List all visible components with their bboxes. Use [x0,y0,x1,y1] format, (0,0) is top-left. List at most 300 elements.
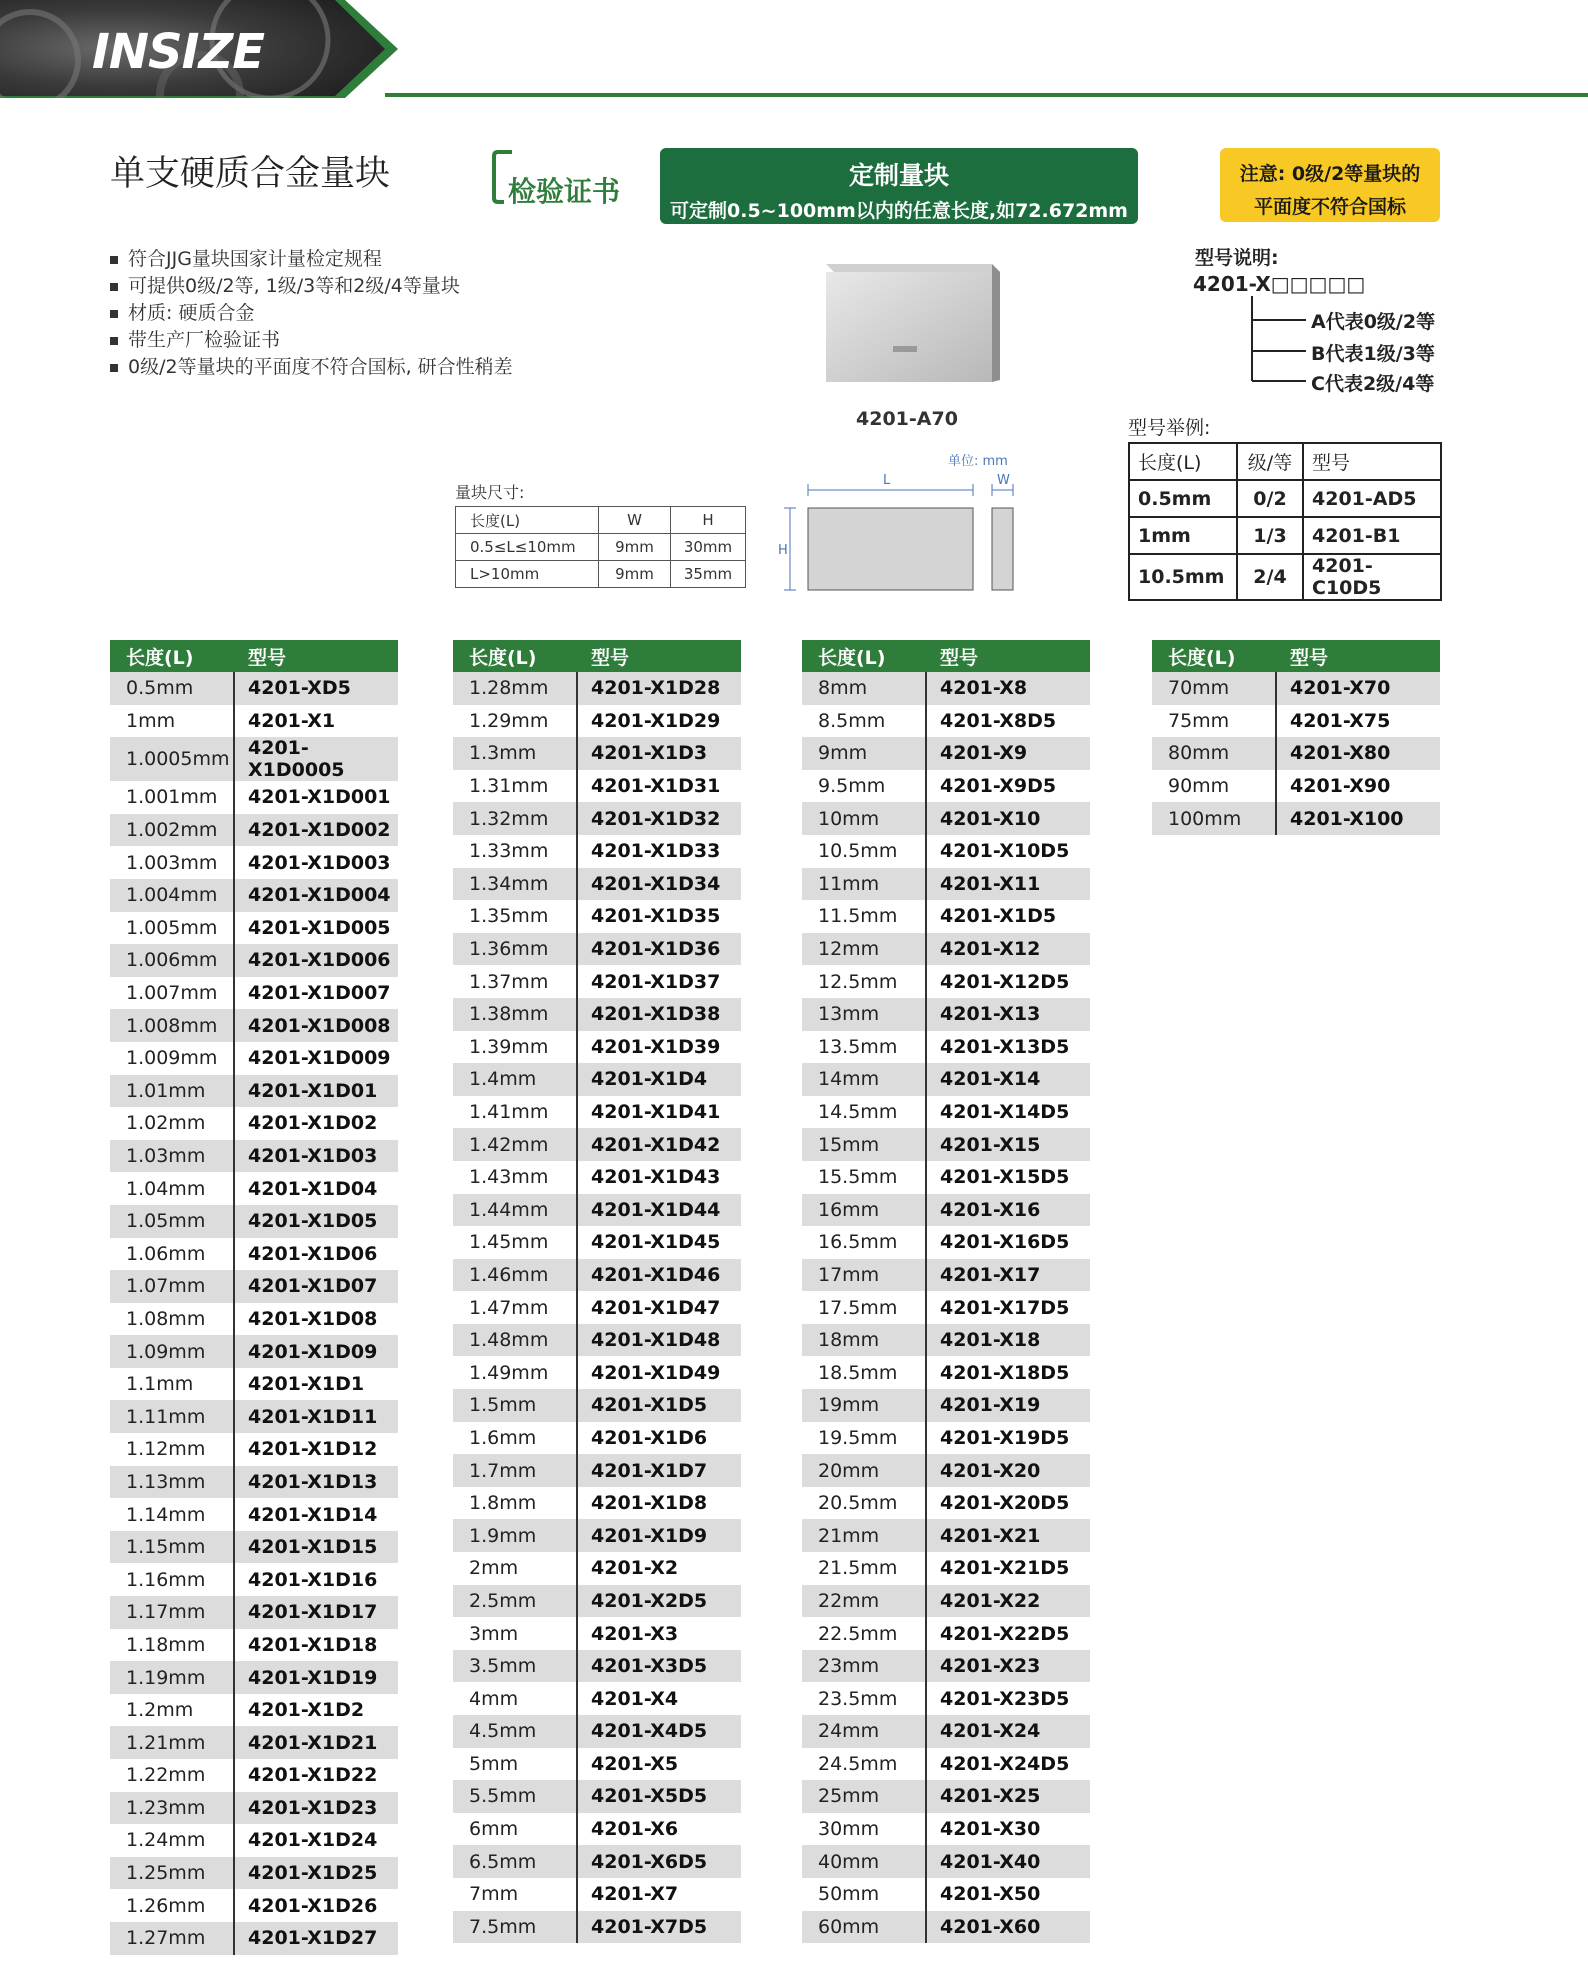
length-cell: 1.11mm [110,1400,234,1433]
table-row [456,534,746,561]
model-cell: 4201-X1D48 [577,1324,741,1357]
length-cell: 1.005mm [110,912,234,945]
length-cell: 19.5mm [802,1422,926,1455]
cell: 2/4 [1237,554,1303,600]
table-row [802,1780,1090,1813]
table-row [110,1140,398,1173]
length-cell: 1.17mm [110,1596,234,1629]
length-cell: 1.39mm [453,1031,577,1064]
length-cell: 1.03mm [110,1140,234,1173]
model-cell: 4201-X12 [926,933,1090,966]
table-row [110,1857,398,1890]
table-row [802,1585,1090,1618]
model-cell: 4201-X1D35 [577,900,741,933]
model-cell: 4201-X1D4 [577,1063,741,1096]
length-cell: 1.09mm [110,1335,234,1368]
model-cell: 4201-X1D002 [234,814,398,847]
table-row [453,737,741,770]
table-row [802,1389,1090,1422]
header-cell: 型号 [1276,640,1440,672]
length-cell: 1.34mm [453,868,577,901]
model-cell: 4201-X7 [577,1878,741,1911]
length-cell: 6.5mm [453,1845,577,1878]
model-cell: 4201-X20D5 [926,1487,1090,1520]
model-cell: 4201-XD5 [234,672,398,705]
length-cell: 12mm [802,933,926,966]
table-row [110,1172,398,1205]
table-row [802,835,1090,868]
table-row [453,1194,741,1227]
length-cell: 16.5mm [802,1226,926,1259]
model-cell: 4201-X17 [926,1259,1090,1292]
model-cell: 4201-X11 [926,868,1090,901]
table-header-row [802,640,1090,672]
flatness-note [1220,148,1440,222]
length-cell: 1.36mm [453,933,577,966]
model-cell: 4201-X1D009 [234,1042,398,1075]
note-line-2: 平面度不符合国标 [1253,196,1406,218]
length-cell: 11.5mm [802,900,926,933]
length-cell: 15mm [802,1128,926,1161]
model-cell: 4201-X1D27 [234,1922,398,1955]
cell: 9mm [599,561,671,588]
table-row [802,1878,1090,1911]
table-row [802,1715,1090,1748]
table-header-row [453,640,741,672]
spec-table-4 [1152,640,1440,835]
model-cell: 4201-X1D03 [234,1140,398,1173]
model-cell: 4201-X1D005 [234,912,398,945]
header-cell: 长度(L) [1152,640,1276,672]
table-row [453,1585,741,1618]
model-cell: 4201-X1D24 [234,1824,398,1857]
header-cell: 型号 [234,640,398,672]
length-cell: 1.006mm [110,944,234,977]
model-cell: 4201-X19D5 [926,1422,1090,1455]
table-row [110,1303,398,1336]
table-row [110,1531,398,1564]
spec-table-3 [802,640,1090,1943]
length-cell: 50mm [802,1878,926,1911]
length-cell: 1.28mm [453,672,577,705]
cell: 0.5≤L≤10mm [456,534,599,561]
table-row [453,1617,741,1650]
cell: 35mm [671,561,746,588]
model-cell: 4201-X1D44 [577,1194,741,1227]
length-cell: 2.5mm [453,1585,577,1618]
model-cell: 4201-X1D004 [234,879,398,912]
model-cell: 4201-X1D17 [234,1596,398,1629]
model-cell: 4201-X1D02 [234,1107,398,1140]
table-row [110,1759,398,1792]
model-cell: 4201-X4 [577,1682,741,1715]
unit-label: 单位: mm [948,454,1008,469]
bullet-icon [110,364,118,372]
length-cell: 1.21mm [110,1726,234,1759]
table-row [1129,480,1441,517]
length-cell: 1.01mm [110,1075,234,1108]
length-cell: 1.2mm [110,1694,234,1727]
model-cell: 4201-X18 [926,1324,1090,1357]
model-cell: 4201-X1D43 [577,1161,741,1194]
table-row [110,1433,398,1466]
model-cell: 4201-X1D22 [234,1759,398,1792]
length-cell: 24mm [802,1715,926,1748]
model-cell: 4201-X1D3 [577,737,741,770]
model-cell: 4201-X13 [926,998,1090,1031]
block-size-table [455,506,746,588]
length-cell: 21.5mm [802,1552,926,1585]
model-cell: 4201-X24D5 [926,1748,1090,1781]
length-cell: 20.5mm [802,1487,926,1520]
header-band [0,0,1588,98]
table-row [802,965,1090,998]
model-cell: 4201-X1D08 [234,1303,398,1336]
bullet-icon [110,256,118,264]
table-row [110,1498,398,1531]
dim-label-h: H [778,543,788,558]
table-row [453,1715,741,1748]
length-cell: 8.5mm [802,705,926,738]
length-cell: 1.44mm [453,1194,577,1227]
model-cell: 4201-X1D12 [234,1433,398,1466]
length-cell: 1.5mm [453,1389,577,1422]
model-cell: 4201-X25 [926,1780,1090,1813]
model-cell: 4201-X1D47 [577,1291,741,1324]
model-cell: 4201-X14 [926,1063,1090,1096]
table-header-row [110,640,398,672]
length-cell: 5mm [453,1748,577,1781]
length-cell: 8mm [802,672,926,705]
length-cell: 25mm [802,1780,926,1813]
table-row [802,1291,1090,1324]
length-cell: 1.0005mm [110,737,234,781]
cell: 0.5mm [1129,480,1237,517]
model-cell: 4201-X1D006 [234,944,398,977]
header-cell: 长度(L) [802,640,926,672]
model-cell: 4201-X1D34 [577,868,741,901]
table-row [453,900,741,933]
table-row [110,1726,398,1759]
length-cell: 10.5mm [802,835,926,868]
length-cell: 1.7mm [453,1454,577,1487]
model-cell: 4201-X6 [577,1813,741,1846]
length-cell: 23.5mm [802,1682,926,1715]
table-row [802,1161,1090,1194]
length-cell: 24.5mm [802,1748,926,1781]
table-row [453,1324,741,1357]
length-cell: 1.22mm [110,1759,234,1792]
dim-label-l: L [883,473,891,488]
model-cell: 4201-X1D2 [234,1694,398,1727]
model-cell: 4201-X1D39 [577,1031,741,1064]
model-cell: 4201-X1D26 [234,1889,398,1922]
model-option-b: B代表1级/3等 [1311,343,1435,365]
model-cell: 4201-X1D31 [577,770,741,803]
model-cell: 4201-X4D5 [577,1715,741,1748]
length-cell: 10mm [802,802,926,835]
table-row [802,1226,1090,1259]
model-cell: 4201-X1D0005 [234,737,398,781]
feature-item: 材质: 硬质合金 [110,300,513,327]
length-cell: 5.5mm [453,1780,577,1813]
model-cell: 4201-X1D15 [234,1531,398,1564]
table-row [110,1661,398,1694]
table-row [453,1519,741,1552]
length-cell: 30mm [802,1813,926,1846]
cell: L>10mm [456,561,599,588]
model-cell: 4201-X24 [926,1715,1090,1748]
feature-item: 可提供0级/2等, 1级/3等和2级/4等量块 [110,273,513,300]
table-row [802,1682,1090,1715]
header-cell: 型号 [926,640,1090,672]
table-row [802,1194,1090,1227]
model-cell: 4201-X1D29 [577,705,741,738]
table-row [802,1845,1090,1878]
table-header-row [456,507,746,534]
header-cell: 长度(L) [110,640,234,672]
model-cell: 4201-X1D32 [577,802,741,835]
table-row [802,1128,1090,1161]
length-cell: 1.48mm [453,1324,577,1357]
cell: 4201-C10D5 [1303,554,1441,600]
model-cell: 4201-X1D33 [577,835,741,868]
table-row [802,770,1090,803]
table-row [802,900,1090,933]
model-code: 4201-X□□□□□ [1193,272,1366,296]
length-cell: 3.5mm [453,1650,577,1683]
table-row [1152,802,1440,835]
header-cell: 长度(L) [453,640,577,672]
bullet-icon [110,310,118,318]
cell: 1/3 [1237,517,1303,554]
table-row [1152,737,1440,770]
length-cell: 1.4mm [453,1063,577,1096]
length-cell: 2mm [453,1552,577,1585]
length-cell: 1.007mm [110,977,234,1010]
table-row [110,1694,398,1727]
table-row [453,1682,741,1715]
length-cell: 7mm [453,1878,577,1911]
header-cell: 长度(L) [1129,443,1237,480]
model-cell: 4201-X21D5 [926,1552,1090,1585]
length-cell: 100mm [1152,802,1276,835]
length-cell: 1.009mm [110,1042,234,1075]
model-cell: 4201-X20 [926,1454,1090,1487]
length-cell: 7.5mm [453,1911,577,1944]
model-cell: 4201-X1D001 [234,781,398,814]
table-header-row [1152,640,1440,672]
table-row [453,1454,741,1487]
bullet-icon [110,337,118,345]
model-cell: 4201-X6D5 [577,1845,741,1878]
table-row [110,1075,398,1108]
model-cell: 4201-X1D18 [234,1629,398,1662]
header-cell: H [671,507,746,534]
length-cell: 1.14mm [110,1498,234,1531]
length-cell: 1.13mm [110,1466,234,1499]
table-row [802,933,1090,966]
length-cell: 9.5mm [802,770,926,803]
table-row [453,1226,741,1259]
example-title: 型号举例: [1128,417,1211,439]
table-row [453,1487,741,1520]
table-row [802,1650,1090,1683]
model-option-a: A代表0级/2等 [1311,311,1436,333]
table-row [453,933,741,966]
table-row [453,835,741,868]
header-cell: 型号 [577,640,741,672]
length-cell: 16mm [802,1194,926,1227]
table-row [453,1422,741,1455]
cell: 4201-B1 [1303,517,1441,554]
table-row [110,1107,398,1140]
length-cell: 1.23mm [110,1792,234,1825]
table-row [110,944,398,977]
length-cell: 1.37mm [453,965,577,998]
length-cell: 0.5mm [110,672,234,705]
model-cell: 4201-X1D06 [234,1238,398,1271]
length-cell: 1.46mm [453,1259,577,1292]
table-row [110,1922,398,1955]
spec-table-1 [110,640,398,1955]
table-row [110,912,398,945]
custom-block-banner [660,148,1138,224]
table-row [453,965,741,998]
model-tree-lines [1248,296,1308,388]
table-row [110,1368,398,1401]
table-row [453,1845,741,1878]
length-cell: 18mm [802,1324,926,1357]
model-option-c: C代表2级/4等 [1311,373,1435,395]
table-row [110,1205,398,1238]
model-cell: 4201-X50 [926,1878,1090,1911]
model-cell: 4201-X1D003 [234,846,398,879]
table-row [802,705,1090,738]
table-row [110,1596,398,1629]
length-cell: 11mm [802,868,926,901]
header-cell: 级/等 [1237,443,1303,480]
length-cell: 1mm [110,705,234,738]
model-cell: 4201-X1D6 [577,1422,741,1455]
model-cell: 4201-X16 [926,1194,1090,1227]
table-row [110,1270,398,1303]
table-row [802,1552,1090,1585]
table-row [453,1356,741,1389]
table-row [802,1617,1090,1650]
table-row [802,1031,1090,1064]
model-cell: 4201-X17D5 [926,1291,1090,1324]
model-cell: 4201-X1D38 [577,998,741,1031]
model-cell: 4201-X1D09 [234,1335,398,1368]
model-cell: 4201-X1D01 [234,1075,398,1108]
model-cell: 4201-X1D7 [577,1454,741,1487]
model-cell: 4201-X1D14 [234,1498,398,1531]
model-cell: 4201-X1D49 [577,1356,741,1389]
table-row [802,868,1090,901]
length-cell: 1.07mm [110,1270,234,1303]
cell: 9mm [599,534,671,561]
model-cell: 4201-X8D5 [926,705,1090,738]
spec-table-2 [453,640,741,1943]
page-title: 单支硬质合金量块 [110,154,391,194]
length-cell: 60mm [802,1911,926,1944]
length-cell: 23mm [802,1650,926,1683]
table-row [110,1400,398,1433]
length-cell: 1.6mm [453,1422,577,1455]
model-cell: 4201-X100 [1276,802,1440,835]
feature-item: 带生产厂检验证书 [110,327,513,354]
table-row [802,1748,1090,1781]
bullet-icon [110,283,118,291]
model-cell: 4201-X16D5 [926,1226,1090,1259]
model-cell: 4201-X15 [926,1128,1090,1161]
table-row [110,1889,398,1922]
length-cell: 13.5mm [802,1031,926,1064]
model-cell: 4201-X12D5 [926,965,1090,998]
table-row [110,1238,398,1271]
model-cell: 4201-X7D5 [577,1911,741,1944]
table-row [453,1780,741,1813]
model-cell: 4201-X1D8 [577,1487,741,1520]
length-cell: 4mm [453,1682,577,1715]
model-cell: 4201-X5 [577,1748,741,1781]
length-cell: 75mm [1152,705,1276,738]
model-cell: 4201-X15D5 [926,1161,1090,1194]
model-cell: 4201-X80 [1276,737,1440,770]
model-cell: 4201-X75 [1276,705,1440,738]
model-cell: 4201-X9D5 [926,770,1090,803]
model-cell: 4201-X3D5 [577,1650,741,1683]
table-row [110,1335,398,1368]
model-cell: 4201-X1D16 [234,1563,398,1596]
model-cell: 4201-X23 [926,1650,1090,1683]
length-cell: 1.24mm [110,1824,234,1857]
certificate-label: 检验证书 [508,175,621,208]
model-cell: 4201-X1D46 [577,1259,741,1292]
model-cell: 4201-X1D25 [234,1857,398,1890]
model-cell: 4201-X1D42 [577,1128,741,1161]
table-row [453,1911,741,1944]
header-cell: 型号 [1303,443,1441,480]
table-row [802,1454,1090,1487]
table-row [453,1748,741,1781]
table-row [110,737,398,781]
length-cell: 1.04mm [110,1172,234,1205]
model-cell: 4201-X1D9 [577,1519,741,1552]
length-cell: 21mm [802,1519,926,1552]
cell: 1mm [1129,517,1237,554]
table-row [110,1792,398,1825]
model-cell: 4201-X1D23 [234,1792,398,1825]
length-cell: 1.19mm [110,1661,234,1694]
length-cell: 9mm [802,737,926,770]
model-cell: 4201-X13D5 [926,1031,1090,1064]
length-cell: 1.26mm [110,1889,234,1922]
model-cell: 4201-X1D19 [234,1661,398,1694]
table-row [453,998,741,1031]
length-cell: 1.12mm [110,1433,234,1466]
length-cell: 3mm [453,1617,577,1650]
header-cell: W [599,507,671,534]
length-cell: 1.05mm [110,1205,234,1238]
length-cell: 1.47mm [453,1291,577,1324]
length-cell: 1.02mm [110,1107,234,1140]
model-cell: 4201-X1D11 [234,1400,398,1433]
model-cell: 4201-X1D007 [234,977,398,1010]
model-cell: 4201-X60 [926,1911,1090,1944]
example-table [1128,442,1442,601]
